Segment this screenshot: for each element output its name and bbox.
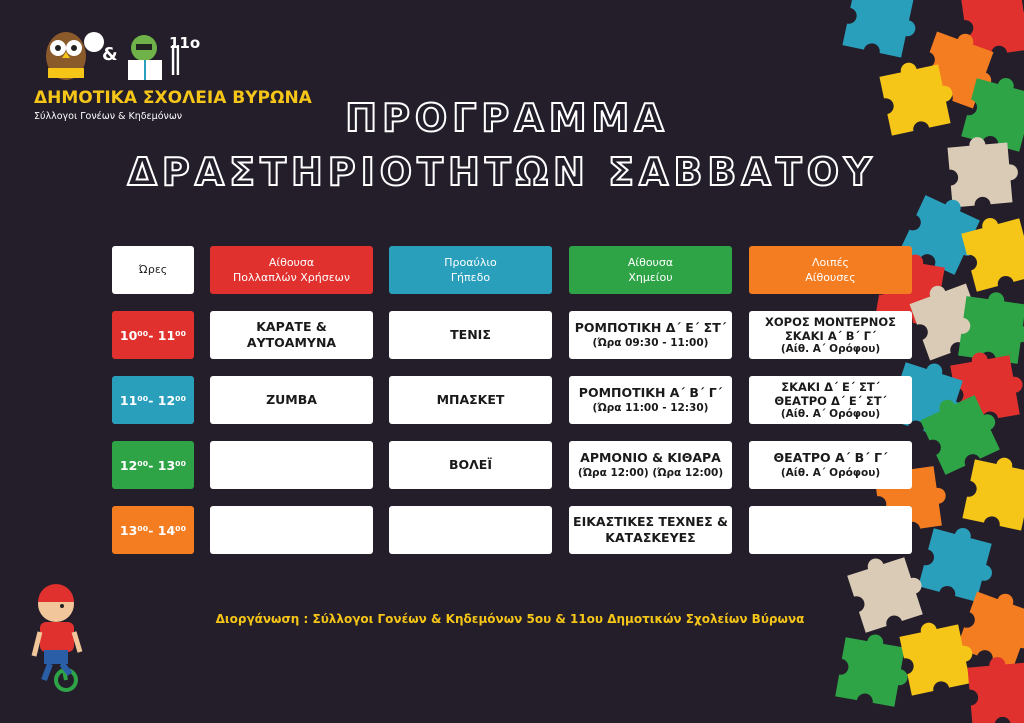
activity-cell bbox=[389, 311, 552, 359]
time-slot-2: 11⁰⁰- 12⁰⁰ bbox=[112, 376, 194, 424]
activity-line: ΡΟΜΠΟΤΙΚΗ Α΄ Β΄ Γ΄ bbox=[578, 385, 723, 400]
activity-line: ΣΚΑΚΙ Δ΄ Ε΄ ΣΤ΄ bbox=[781, 379, 880, 394]
badge-11-label: 11ο bbox=[169, 34, 201, 52]
time-slot-4: 13⁰⁰- 14⁰⁰ bbox=[112, 506, 194, 554]
activity-line: ΧΟΡΟΣ ΜΟΝΤΕΡΝΟΣ bbox=[765, 314, 896, 329]
activity-line: ΜΠΑΣΚΕΤ bbox=[436, 392, 505, 407]
logo-subtitle: Σύλλογοι Γονέων & Κηδεμόνων bbox=[34, 111, 183, 122]
header-label-line1: Αίθουσα bbox=[268, 256, 315, 269]
activity-line: ΚΑΡΑΤΕ & bbox=[256, 319, 327, 334]
header-schoolyard-court bbox=[389, 246, 552, 294]
header-label-line1: Αίθουσα bbox=[627, 256, 674, 269]
activity-line: ΘΕΑΤΡΟ Δ΄ Ε΄ ΣΤ΄ bbox=[774, 393, 887, 408]
activity-line: ΑΥΤΟΑΜΥΝΑ bbox=[246, 335, 337, 350]
page-title-line1: ΠΡΟΓΡΑΜΜΑ bbox=[345, 96, 669, 140]
header-other-rooms bbox=[749, 246, 912, 294]
svg-text:‖: ‖ bbox=[168, 41, 183, 76]
organizer-footer: Διοργάνωση : Σύλλογοι Γονέων & Κηδεμόνων 5ου & 11ου Δημοτικών Σχολείων Βύρωνα bbox=[215, 612, 805, 626]
activity-line: ΣΚΑΚΙ Α΄ Β΄ Γ΄ bbox=[784, 328, 877, 343]
activity-cell bbox=[569, 376, 732, 424]
activity-cell-empty bbox=[389, 506, 552, 554]
page-title-line2: ΔΡΑΣΤΗΡΙΟΤΗΤΩΝ ΣΑΒΒΑΤΟΥ bbox=[127, 150, 877, 194]
header-chemistry-room bbox=[569, 246, 732, 294]
activity-cell bbox=[749, 441, 912, 489]
activity-cell bbox=[210, 376, 373, 424]
activity-line: ΘΕΑΤΡΟ Α΄ Β΄ Γ΄ bbox=[773, 450, 888, 465]
activity-cell-empty bbox=[210, 441, 373, 489]
header-label-line2: Γήπεδο bbox=[450, 271, 491, 284]
activity-line: ZUMBA bbox=[266, 392, 317, 407]
activity-time-note: (Ώρα 11:00 - 12:30) bbox=[592, 402, 709, 414]
time-slot-1: 10⁰⁰- 11⁰⁰ bbox=[112, 311, 194, 359]
activity-cell bbox=[569, 311, 732, 359]
activity-time-note: (Ώρα 12:00) (Ώρα 12:00) bbox=[577, 467, 724, 479]
activity-room-note: (Αίθ. Α΄ Ορόφου) bbox=[780, 342, 881, 355]
header-label-line1: Προαύλιο bbox=[444, 256, 497, 269]
header-hours bbox=[112, 246, 194, 294]
badge-5-label: 5ο bbox=[86, 24, 100, 35]
activity-cell bbox=[389, 376, 552, 424]
header-label-line2: Χημείου bbox=[628, 271, 673, 284]
header-multipurpose-hall bbox=[210, 246, 373, 294]
time-slot-3: 12⁰⁰- 13⁰⁰ bbox=[112, 441, 194, 489]
header-hours-label: Ώρες bbox=[138, 263, 168, 276]
header-label-line2: Αίθουσες bbox=[805, 271, 856, 284]
activity-line: ΡΟΜΠΟΤΙΚΗ Δ΄ Ε΄ ΣΤ΄ bbox=[574, 320, 727, 335]
activity-line: ΑΡΜΟΝΙΟ & ΚΙΘΑΡΑ bbox=[580, 450, 721, 465]
header-label-line1: Λοιπές bbox=[811, 256, 849, 269]
activity-cell bbox=[389, 441, 552, 489]
activity-room-note: (Αίθ. Α΄ Ορόφου) bbox=[780, 467, 881, 479]
activity-cell bbox=[569, 441, 732, 489]
activity-cell-empty bbox=[749, 506, 912, 554]
activity-cell bbox=[749, 376, 912, 424]
activity-line: ΕΙΚΑΣΤΙΚΕΣ ΤΕΧΝΕΣ & bbox=[573, 514, 728, 529]
activity-line: ΚΑΤΑΣΚΕΥΕΣ bbox=[605, 530, 696, 545]
activity-line: ΒΟΛΕΪ bbox=[448, 457, 493, 472]
activity-cell bbox=[569, 506, 732, 554]
activity-cell bbox=[210, 311, 373, 359]
logo-title: ΔΗΜΟΤΙΚΑ ΣΧΟΛΕΙΑ ΒΥΡΩΝΑ bbox=[34, 88, 312, 108]
header-label-line2: Πολλαπλών Χρήσεων bbox=[232, 271, 351, 284]
activity-cell-empty bbox=[210, 506, 373, 554]
child-on-bike-illustration bbox=[34, 584, 80, 690]
logo-ampersand: & bbox=[102, 44, 118, 65]
activity-line: ΤΕΝΙΣ bbox=[450, 327, 491, 342]
activity-cell bbox=[749, 311, 912, 359]
activity-room-note: (Αίθ. Α΄ Ορόφου) bbox=[780, 407, 881, 420]
activity-time-note: (Ώρα 09:30 - 11:00) bbox=[592, 337, 709, 349]
